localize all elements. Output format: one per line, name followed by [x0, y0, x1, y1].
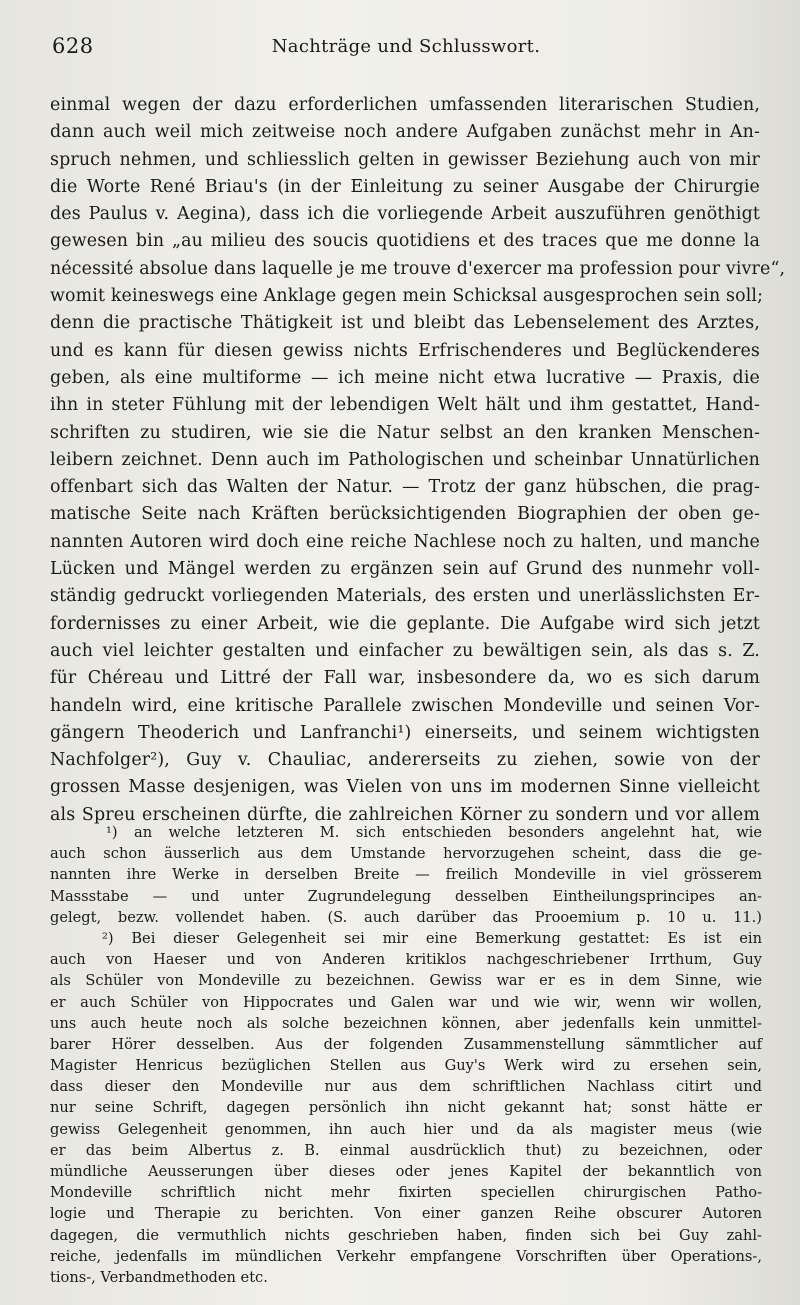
text-line: grossen Masse desjenigen, was Vielen von uns im modernen Sinne vielleicht — [50, 777, 760, 798]
text-line: Nachfolger²), Guy v. Chauliac, andererseits zu ziehen, sowie von der — [50, 750, 760, 771]
footnote-2-line: er auch Schüler von Hippocrates und Galen war und wie wir, wenn wir wollen, — [50, 993, 762, 1011]
footnotes — [50, 822, 762, 1288]
text-line: und es kann für diesen gewiss nichts Erfrischenderes und Beglückenderes — [50, 340, 760, 361]
text-line: matische Seite nach Kräften berücksichtigenden Biographien der oben ge- — [50, 504, 760, 525]
text-line: geben, als eine multiforme — ich meine nicht etwa lucrative — Praxis, die — [50, 367, 760, 388]
text-line: die Worte René Briau's (in der Einleitung zu seiner Ausgabe der Chirurgie — [50, 176, 760, 197]
text-line: des Paulus v. Aegina), dass ich die vorliegende Arbeit auszuführen genöthigt — [50, 204, 760, 225]
footnote-1-line: nannten ihre Werke in derselben Breite — freilich Mondeville in viel grösserem — [50, 866, 762, 884]
footnote-1-line: gelegt, bezw. vollendet haben. (S. auch darüber das Prooemium p. 10 u. 11.) — [50, 908, 762, 926]
text-line: denn die practische Thätigkeit ist und bleibt das Lebenselement des Arztes, — [50, 313, 760, 334]
footnote-2-line: logie und Therapie zu berichten. Von einer ganzen Reihe obscurer Autoren — [50, 1205, 762, 1223]
running-title: Nachträge und Schlusswort. — [271, 36, 541, 57]
footnote-1-line: auch schon äusserlich aus dem Umstande hervorzugehen scheint, dass die ge- — [50, 845, 762, 863]
text-line: offenbart sich das Walten der Natur. — Trotz der ganz hübschen, die prag- — [50, 477, 760, 498]
footnote-2-line: er das beim Albertus z. B. einmal ausdrücklich thut) zu bezeichnen, oder — [50, 1141, 762, 1159]
text-line: womit keineswegs eine Anklage gegen mein Schicksal ausgesprochen sein soll; — [50, 286, 764, 307]
text-line: auch viel leichter gestalten und einfacher zu bewältigen sein, als das s. Z. — [50, 640, 760, 661]
text-line: gewesen bin „au milieu des soucis quotidiens et des traces que me donne la — [50, 231, 760, 252]
footnote-2-line: gewiss Gelegenheit genommen, ihn auch hier und da als magister meus (wie — [50, 1120, 762, 1138]
text-line: handeln wird, eine kritische Parallele zwischen Mondeville und seinen Vor- — [50, 695, 760, 716]
footnote-2-line: Magister Henricus bezüglichen Stellen aus Guy's Werk wird zu ersehen sein, — [50, 1057, 762, 1075]
footnote-2-line: reiche, jedenfalls im mündlichen Verkehr empfangene Vorschriften über Operations-, — [50, 1247, 762, 1265]
footnote-2-line: barer Hörer desselben. Aus der folgenden Zusammenstellung sämmtlicher auf — [50, 1035, 762, 1053]
text-line: leibern zeichnet. Denn auch im Pathologischen und scheinbar Unnatürlichen — [50, 449, 760, 470]
page-header — [52, 34, 760, 64]
text-line: dann auch weil mich zeitweise noch andere Aufgaben zunächst mehr in An- — [50, 122, 760, 143]
footnote-2-line: uns auch heute noch als solche bezeichnen können, aber jedenfalls kein unmittel- — [50, 1014, 762, 1032]
text-line: ihn in steter Fühlung mit der lebendigen Welt hält und ihm gestattet, Hand- — [50, 395, 760, 416]
text-line: gängern Theoderich und Lanfranchi¹) einerseits, und seinem wichtigsten — [50, 722, 760, 743]
text-line: ständig gedruckt vorliegenden Materials, des ersten und unerlässlichsten Er- — [50, 586, 760, 607]
footnote-1-line: Massstabe — und unter Zugrundelegung desselben Eintheilungsprincipes an- — [50, 887, 762, 905]
text-line: nannten Autoren wird doch eine reiche Nachlese noch zu halten, und manche — [50, 531, 760, 552]
text-line: einmal wegen der dazu erforderlichen umfassenden literarischen Studien, — [50, 95, 760, 115]
footnote-2-line: nur seine Schrift, dagegen persönlich ihn nicht gekannt hat; sonst hätte er — [50, 1099, 762, 1117]
page-number: 628 — [52, 34, 94, 58]
footnote-2-line: als Schüler von Mondeville zu bezeichnen. Gewiss war er es in dem Sinne, wie — [50, 972, 762, 990]
footnote-2-line: dagegen, die vermuthlich nichts geschrieben haben, finden sich bei Guy zahl- — [50, 1226, 762, 1244]
footnote-2-line: dass dieser den Mondeville nur aus dem schriftlichen Nachlass citirt und — [50, 1078, 762, 1096]
text-line: schriften zu studiren, wie sie die Natur selbst an den kranken Menschen- — [50, 422, 760, 443]
footnote-2-line: mündliche Aeusserungen über dieses oder jenes Kapitel der bekanntlich von — [50, 1163, 762, 1180]
text-line: Lücken und Mängel werden zu ergänzen sein auf Grund des nunmehr voll- — [50, 559, 760, 580]
text-line: als Spreu erscheinen dürfte, die zahlreichen Körner zu sondern und vor allem — [50, 804, 760, 825]
footnote-2-line: Mondeville schriftlich nicht mehr fixirten speciellen chirurgischen Patho- — [50, 1184, 762, 1202]
text-line: fordernisses zu einer Arbeit, wie die geplante. Die Aufgabe wird sich jetzt — [50, 613, 760, 634]
text-line: für Chéreau und Littré der Fall war, insbesondere da, wo es sich darum — [50, 668, 760, 689]
footnote-2-line: auch von Haeser und von Anderen kritiklos nachgeschriebener Irrthum, Guy — [50, 951, 762, 969]
footnote-1-line: ¹) an welche letzteren M. sich entschieden besonders angelehnt hat, wie — [106, 824, 762, 841]
footnote-2-line: ²) Bei dieser Gelegenheit sei mir eine Bemerkung gestattet: Es ist ein — [102, 929, 762, 947]
footnote-2-line: tions-, Verbandmethoden etc. — [50, 1268, 268, 1286]
text-line: spruch nehmen, und schliesslich gelten in gewisser Beziehung auch von mir — [50, 149, 760, 170]
main-text — [50, 92, 786, 829]
text-line: nécessité absolue dans laquelle je me trouve d'exercer ma profession pour vivre“, — [50, 258, 786, 279]
